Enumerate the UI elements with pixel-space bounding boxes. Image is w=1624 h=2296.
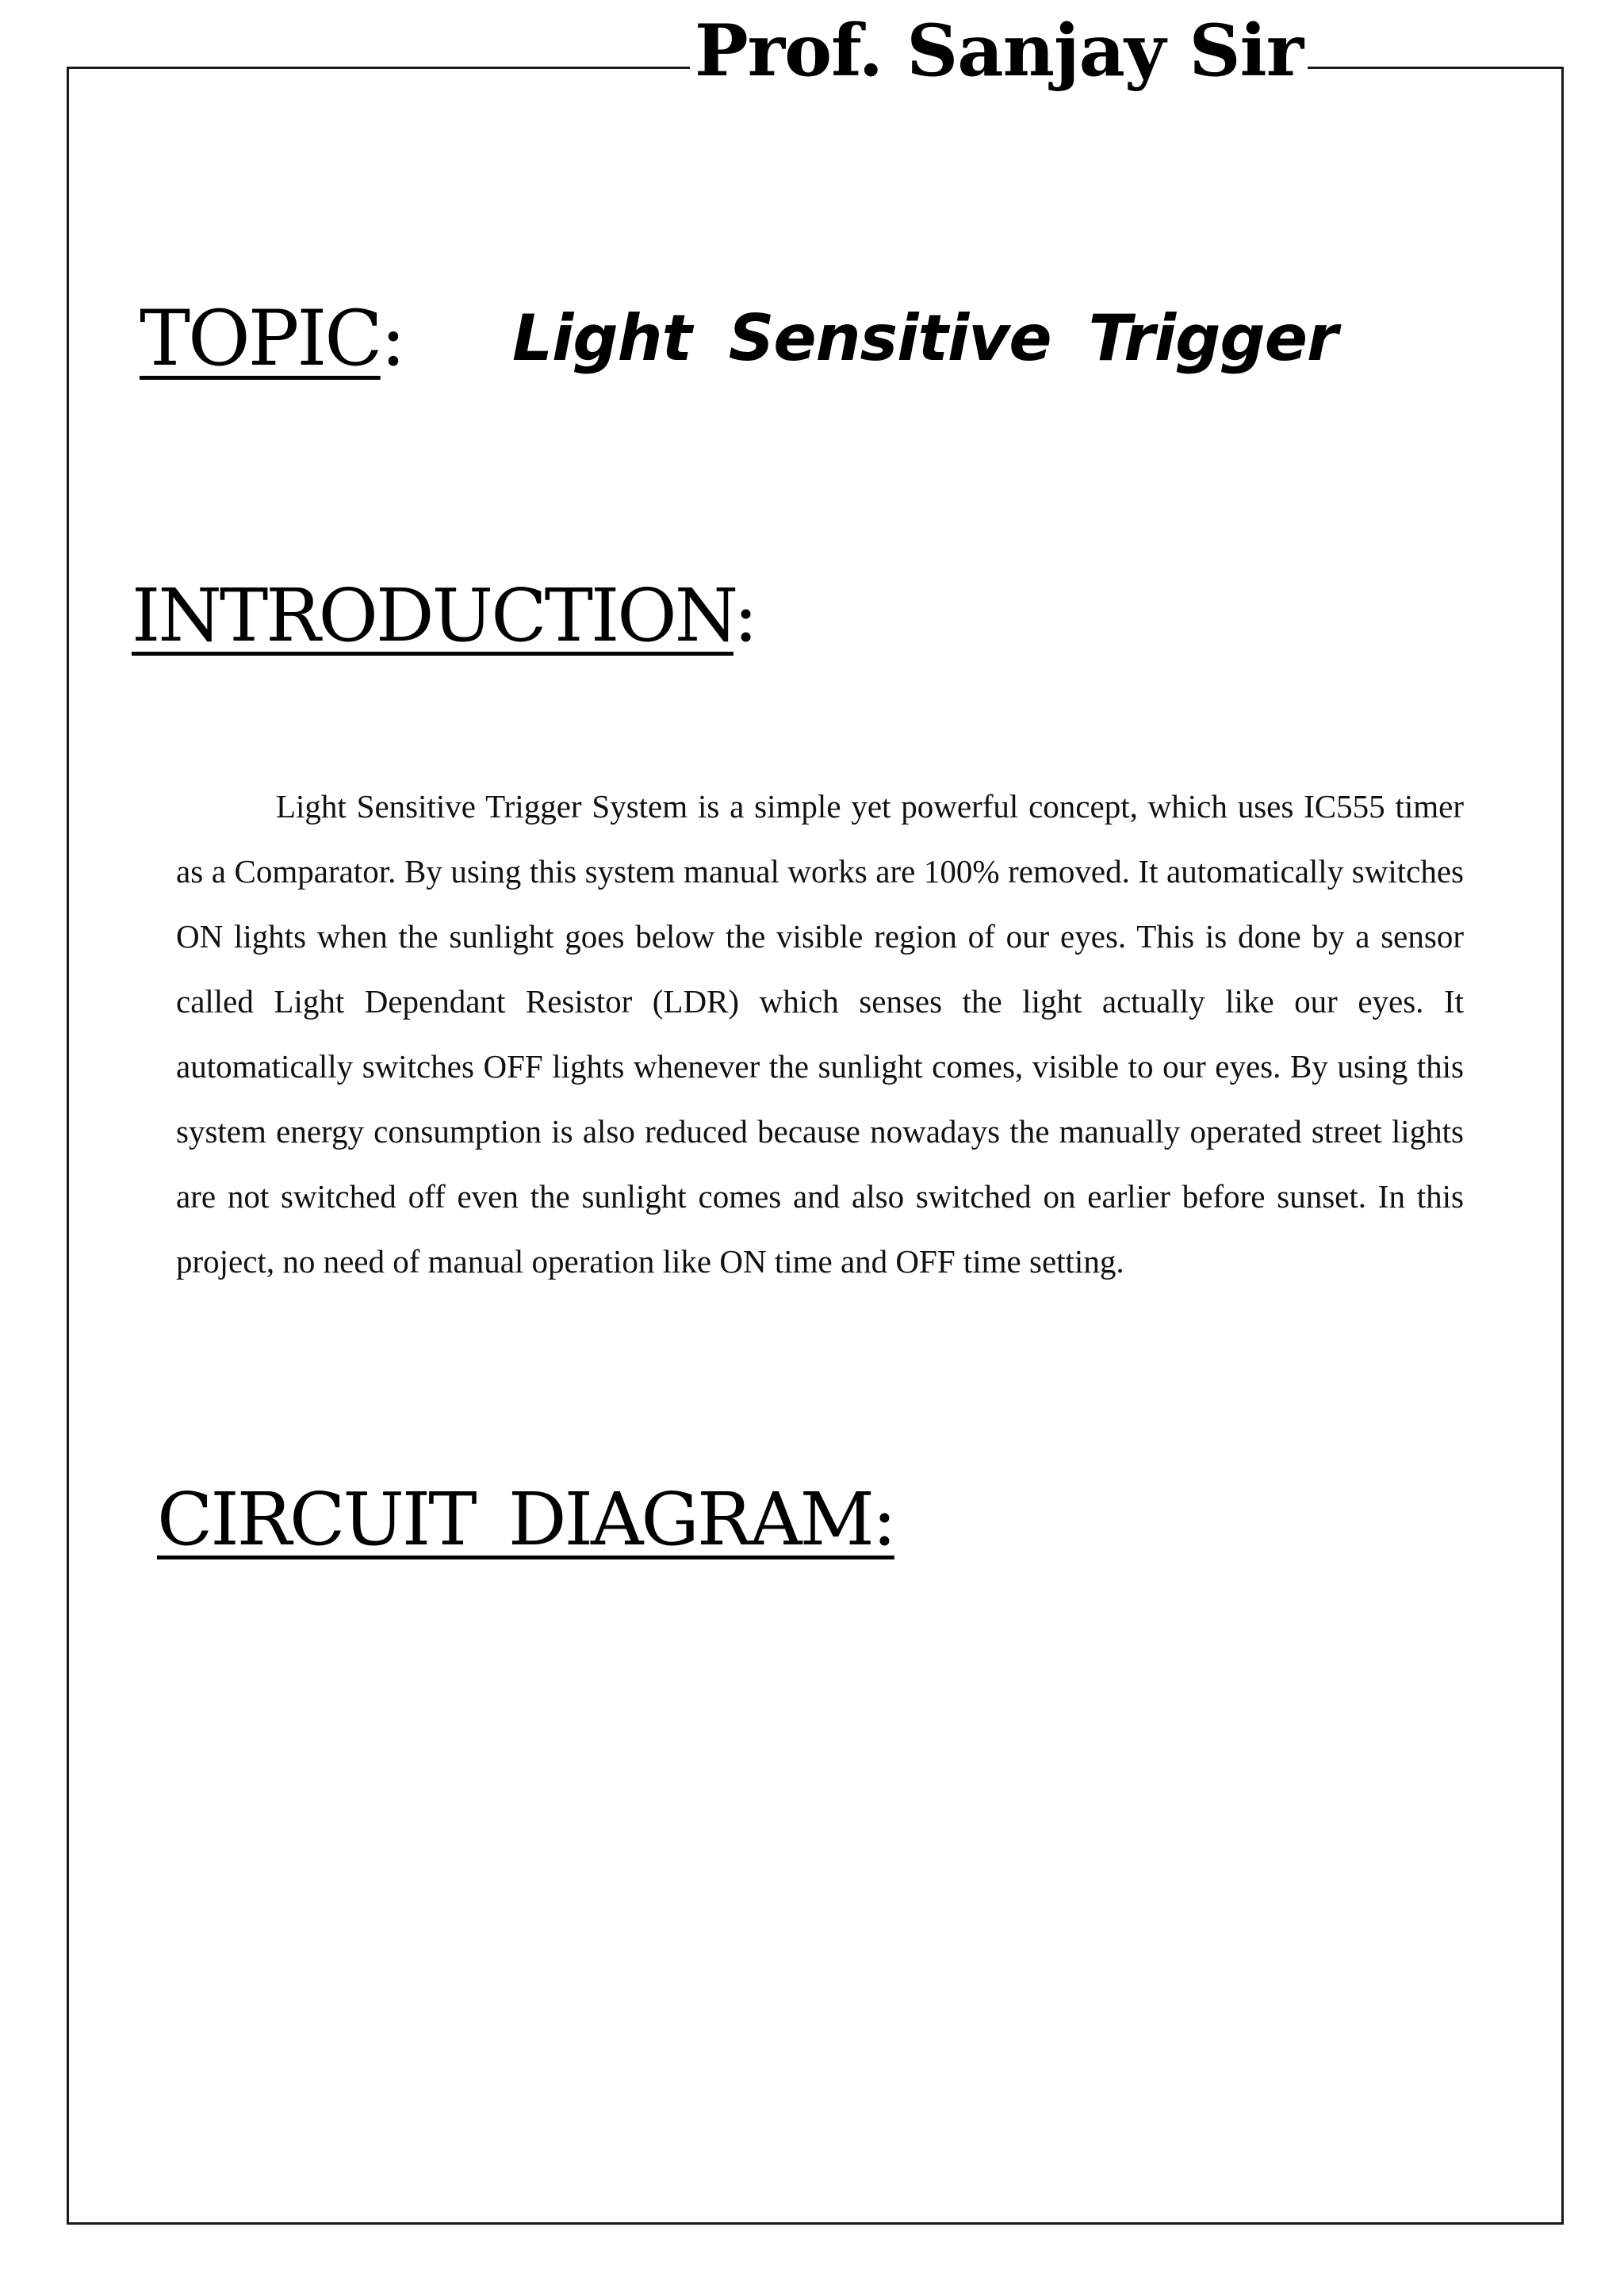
introduction-heading (132, 564, 756, 668)
introduction-heading-text: INTRODUCTION (132, 573, 733, 658)
topic-colon: : (380, 294, 407, 383)
circuit-diagram-heading (157, 1468, 894, 1571)
topic-line (140, 287, 1338, 390)
author-header: Prof. Sanjay Sir (690, 3, 1308, 98)
introduction-heading-colon: : (733, 573, 756, 658)
topic-value: Light Sensitive Trigger (512, 301, 1338, 375)
introduction-paragraph: Light Sensitive Trigger System is a simple yet powerful concept, which uses IC555 timer as a Comparator. By using this system manual works are 100% removed. It automatically switches ON lights when the sunlight goes below the visible region of our eyes. This is done by a sensor called Light Dependant Resistor (LDR) which senses the light actually like our eyes. It automatically switches OFF lights whenever the sunlight comes, visible to our eyes. By using this system energy consumption is also reduced because nowadays the manually operated street lights are not switched off even the sunlight comes and also switched on earlier before sunset. In this project, no need of manual operation like ON time and OFF time setting. (176, 788, 1464, 1280)
circuit-diagram-heading-text: CIRCUIT DIAGRAM: (157, 1477, 894, 1562)
topic-label: TOPIC (140, 294, 381, 383)
